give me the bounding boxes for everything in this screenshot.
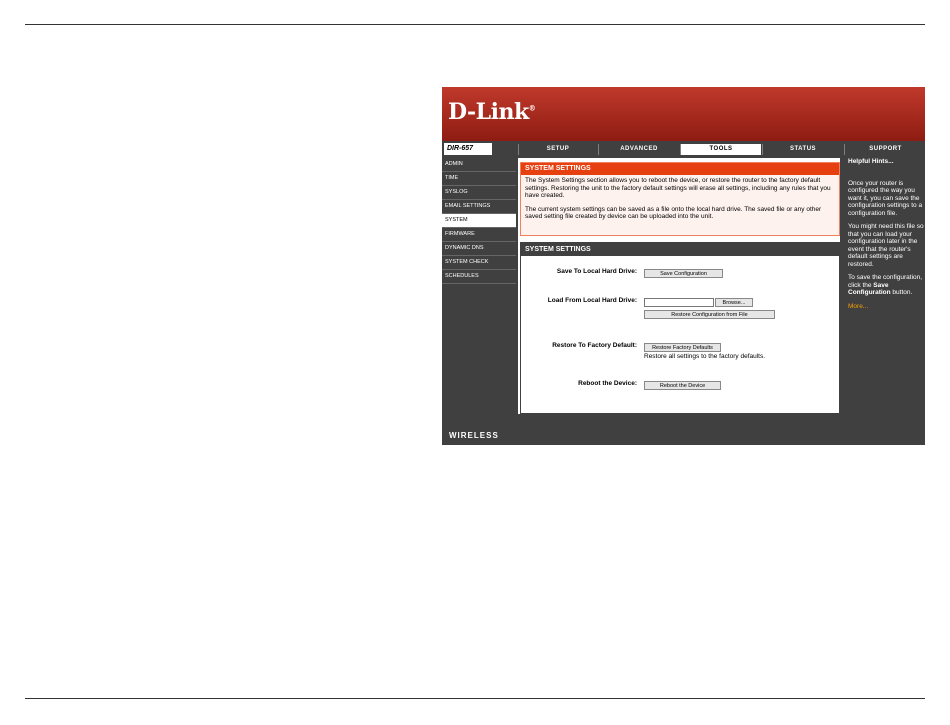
router-ui-screenshot: [442, 87, 925, 445]
hints-title: Helpful Hints...: [848, 158, 894, 165]
main-content: [518, 158, 840, 414]
factory-default-label: Restore To Factory Default:: [552, 342, 637, 349]
hint-2: You might need this file so that you can load your configuration later in the event that the router's default settings are restored.: [848, 223, 924, 268]
sidebar-item-system[interactable]: SYSTEM: [442, 214, 516, 228]
tab-status[interactable]: STATUS: [762, 144, 843, 155]
sidebar-item-schedules[interactable]: SCHEDULES: [442, 270, 516, 284]
wireless-logo: WIRELESS: [449, 431, 499, 440]
factory-default-note: Restore all settings to the factory defaults.: [644, 353, 766, 360]
system-settings-panel: [520, 242, 840, 414]
model-label: DIR-657: [444, 143, 492, 155]
file-path-input[interactable]: [644, 298, 714, 307]
tab-support[interactable]: SUPPORT: [844, 144, 925, 155]
top-nav: [442, 142, 925, 156]
sidebar-item-firmware[interactable]: FIRMWARE: [442, 228, 516, 242]
sidebar-item-admin[interactable]: ADMIN: [442, 158, 516, 172]
restore-from-file-button[interactable]: Restore Configuration from File: [644, 310, 775, 319]
helpful-hints: [844, 158, 925, 316]
hint-1: Once your router is configured the way you want it, you can save the configuration settings to a configuration file.: [848, 179, 923, 217]
dlink-logo: D-Link®: [448, 99, 536, 125]
slash-decoration: //: [482, 143, 489, 155]
restore-factory-defaults-button[interactable]: Restore Factory Defaults: [644, 343, 721, 352]
intro-paragraph-1: The System Settings section allows you to reboot the device, or restore the router to the factory default settings. Restoring the unit to the factory default settings will erase all settings, including any rules that you have created.: [525, 177, 831, 199]
intro-title: SYSTEM SETTINGS: [521, 163, 839, 175]
sidebar-item-dynamic-dns[interactable]: DYNAMIC DNS: [442, 242, 516, 256]
tab-advanced[interactable]: ADVANCED: [598, 144, 679, 155]
browse-button[interactable]: Browse...: [715, 298, 753, 307]
sidebar: [442, 158, 516, 284]
intro-box: [520, 162, 840, 236]
save-local-label: Save To Local Hard Drive:: [556, 268, 637, 275]
more-link[interactable]: More...: [848, 302, 869, 310]
intro-paragraph-2: The current system settings can be saved as a file onto the local hard drive. The saved file or any other saved setting file created by device can be uploaded into the unit.: [525, 205, 822, 220]
footer-bar: [442, 425, 925, 445]
tab-tools[interactable]: TOOLS: [680, 144, 761, 155]
header-banner: [442, 87, 925, 141]
sidebar-item-syslog[interactable]: SYSLOG: [442, 186, 516, 200]
bottom-rule: [25, 698, 925, 699]
sidebar-item-email-settings[interactable]: EMAIL SETTINGS: [442, 200, 516, 214]
tab-setup[interactable]: SETUP: [518, 144, 597, 155]
top-rule: [25, 24, 925, 25]
sidebar-item-system-check[interactable]: SYSTEM CHECK: [442, 256, 516, 270]
sidebar-item-time[interactable]: TIME: [442, 172, 516, 186]
save-configuration-button[interactable]: Save Configuration: [644, 269, 723, 278]
panel-title: SYSTEM SETTINGS: [521, 243, 839, 256]
reboot-label: Reboot the Device:: [578, 380, 637, 387]
load-local-label: Load From Local Hard Drive:: [547, 297, 637, 304]
reboot-device-button[interactable]: Reboot the Device: [644, 381, 721, 390]
hint-3: To save the configuration, click the Save Configuration button.: [848, 274, 923, 296]
